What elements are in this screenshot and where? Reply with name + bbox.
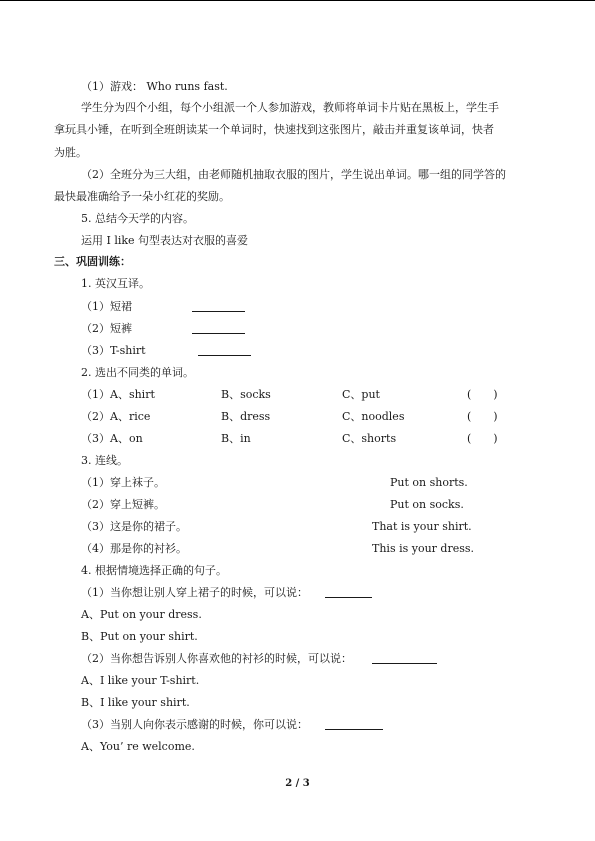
top-border-line [0,0,595,1]
q2-row1-c: C、put [342,388,380,401]
activity2-line2: 最快最准确给予一朵小红花的奖励。 [54,190,230,203]
q4-option-2a: A、I like your T-shirt. [81,674,200,687]
q4-prompt-2: （2）当你想告诉别人你喜欢他的衬衫的时候，可以说： [81,652,352,665]
q4-option-1a: A、Put on your dress. [81,608,202,621]
summary-heading: 5. 总结今天学的内容。 [81,212,194,225]
q2-row2-c: C、noodles [342,410,405,423]
q3-left-1: （1）穿上袜子。 [81,476,165,489]
q3-right-4[interactable]: This is your dress. [372,542,475,555]
q3-left-2: （2）穿上短裤。 [81,498,165,511]
q1-item-2: （2）短裤 [81,322,132,335]
q3-left-3: （3）这是你的裙子。 [81,520,187,533]
game-desc-line3: 为胜。 [54,146,87,159]
q1-heading: 1. 英汉互译。 [81,277,150,290]
summary-text: 运用 I like 句型表达对衣服的喜爱 [81,234,249,247]
q4-heading: 4. 根据情境选择正确的句子。 [81,564,227,577]
q2-row3-c: C、shorts [342,432,397,445]
page-number: 2 / 3 [285,778,310,789]
q2-row1-b: B、socks [221,388,271,401]
q4-prompt-1: （1）当你想让别人穿上裙子的时候，可以说： [81,586,308,599]
q2-row1-a: （1）A、shirt [81,388,155,401]
q1-item-1: （1）短裙 [81,300,132,313]
q4-answer-blank-2[interactable] [372,653,437,664]
q4-answer-blank-1[interactable] [325,587,372,598]
q1-item-3: （3）T-shirt [81,344,146,357]
section3-heading: 三、巩固训练： [54,255,131,268]
activity2-line1: （2）全班分为三大组，由老师随机抽取衣服的图片，学生说出单词。哪一组的同学答的 [81,168,506,181]
q1-answer-blank-1[interactable] [192,301,245,312]
q2-row2-a: （2）A、rice [81,410,151,423]
q2-heading: 2. 选出不同类的单词。 [81,366,194,379]
q1-answer-blank-3[interactable] [198,345,251,356]
q4-option-3a: A、You’ re welcome. [81,740,195,753]
q2-row2-b: B、dress [221,410,271,423]
q3-right-2[interactable]: Put on socks. [390,498,464,511]
q4-option-1b: B、Put on your shirt. [81,630,198,643]
q4-prompt-3: （3）当别人向你表示感谢的时候，你可以说： [81,718,308,731]
q4-option-2b: B、I like your shirt. [81,696,190,709]
q1-answer-blank-2[interactable] [192,323,245,334]
q3-right-1[interactable]: Put on shorts. [390,476,468,489]
q4-answer-blank-3[interactable] [325,719,383,730]
q3-right-3[interactable]: That is your shirt. [372,520,472,533]
q2-row2-answer[interactable]: ( ) [467,410,498,423]
q2-row3-a: （3）A、on [81,432,143,445]
q2-row3-answer[interactable]: ( ) [467,432,498,445]
game-title: （1）游戏： Who runs fast. [81,80,228,93]
game-desc-line2: 拿玩具小锤，在听到全班朗读某一个单词时，快速找到这张图片，敲击并重复该单词，快者 [54,123,494,136]
q3-left-4: （4）那是你的衬衫。 [81,542,187,555]
q2-row3-b: B、in [221,432,251,445]
q3-heading: 3. 连线。 [81,454,128,467]
game-desc-line1: 学生分为四个小组，每个小组派一个人参加游戏，教师将单词卡片贴在黑板上，学生手 [81,101,499,114]
q2-row1-answer[interactable]: ( ) [467,388,498,401]
